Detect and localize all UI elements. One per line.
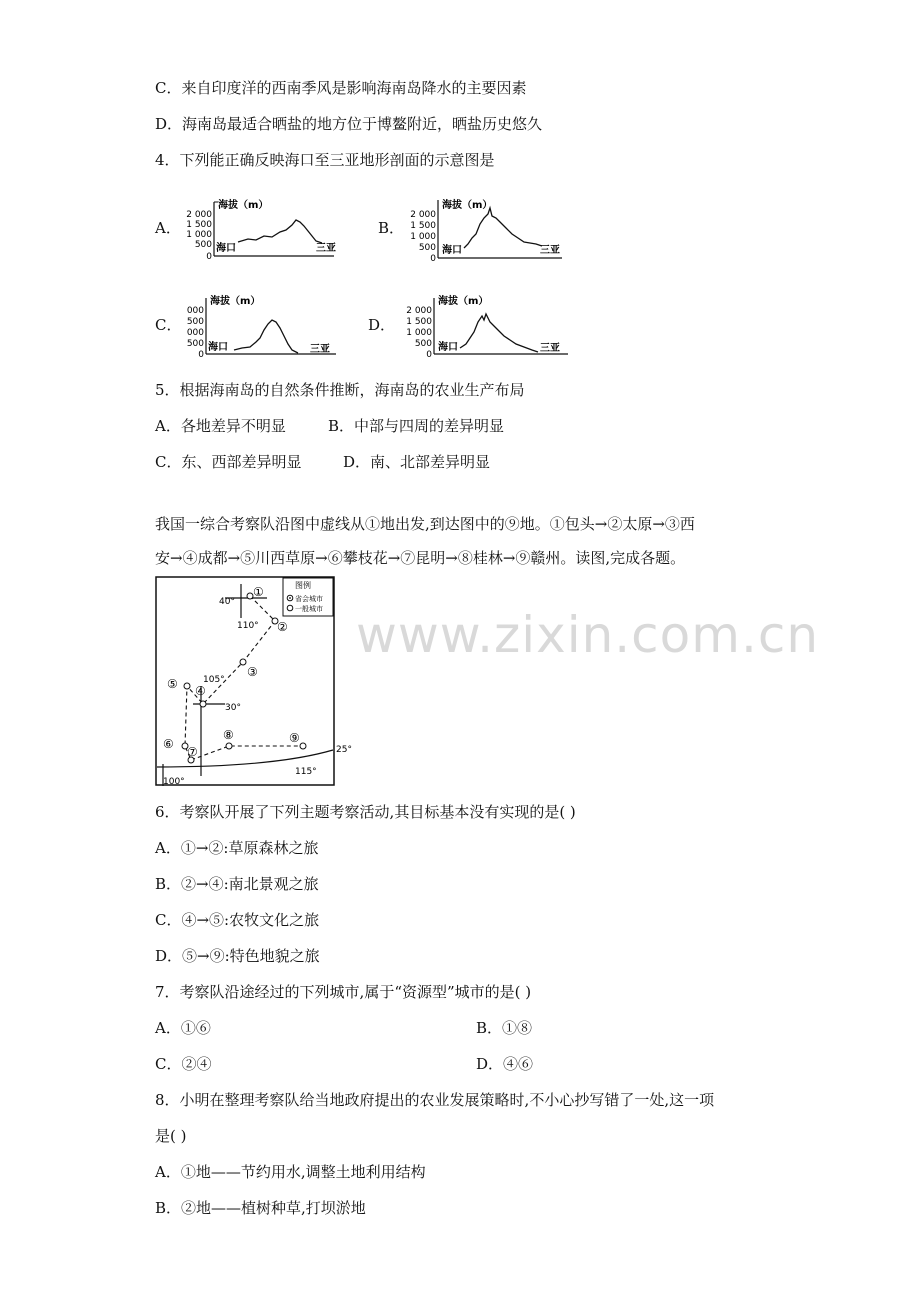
q7-stem: 7．考察队沿途经过的下列城市,属于“资源型”城市的是( ) [155,983,532,1001]
watermark: www.zixin.com.cn [356,606,820,664]
profile-chart-c [176,292,346,360]
q4-label-b: B． [378,219,405,237]
profile-d-end: 三亚 [540,343,560,354]
q4-stem: 4．下列能正确反映海口至三亚地形剖面的示意图是 [155,151,495,169]
profile-d-tick: 1 000 [406,328,432,338]
intro-line-2: 安→④成都→⑤川西草原→⑥攀枝花→⑦昆明→⑧桂林→⑨赣州。读图,完成各题。 [155,549,686,567]
q4-label-a: A． [155,219,181,237]
profile-c-tick: 0 [198,350,204,360]
q7-option-c: C．②④ [155,1055,212,1073]
profile-c-ylabel: 海拔（m） [210,296,261,307]
point-label-6: ⑥ [163,737,174,751]
profile-b-end: 三亚 [540,245,560,256]
lat-30-label: 30° [225,703,241,713]
q4-label-d: D． [368,316,396,334]
q8-stem-line-1: 8．小明在整理考察队给当地政府提出的农业发展策略时,不小心抄写错了一处,这一项 [155,1091,715,1109]
q5-option-c: C．东、西部差异明显 [155,453,302,471]
q5-option-a: A．各地差异不明显 [155,417,286,435]
q6-option-b: B．②→④:南北景观之旅 [155,875,319,893]
legend-title: 图例 [295,581,311,590]
profile-c-start: 海口 [208,342,228,353]
profile-b-tick: 500 [418,243,436,253]
profile-b-tick: 0 [430,254,436,264]
city-9-marker [300,743,306,749]
point-label-8: ⑧ [223,728,234,742]
profile-chart-b [402,194,572,266]
profile-a-tick: 1 500 [186,220,212,230]
legend-general: 一般城市 [295,605,323,613]
point-label-1: ① [253,585,264,599]
profile-chart-a [182,194,342,264]
intro-line-1: 我国一综合考察队沿图中虚线从①地出发,到达图中的⑨地。①包头→②太原→③西 [155,515,695,533]
profile-c-tick: 000 [186,328,204,338]
lon-105-label: 105° [203,675,225,685]
city-8-marker [226,743,232,749]
profile-b-line [464,208,542,248]
profile-a-tick: 0 [206,252,212,262]
profile-a-line [238,220,322,243]
point-label-3: ③ [247,665,258,679]
profile-d-ylabel: 海拔（m） [438,296,489,307]
profile-c-end: 三亚 [310,344,330,355]
q6-option-c: C．④→⑤:农牧文化之旅 [155,911,320,929]
profile-a-end: 三亚 [316,243,336,254]
profile-a-tick: 2 000 [186,210,212,220]
legend-provincial: 省会城市 [295,595,323,603]
q6-stem: 6．考察队开展了下列主题考察活动,其目标基本没有实现的是( ) [155,803,576,821]
q5-option-d: D．南、北部差异明显 [343,453,491,471]
q3-option-c: C．来自印度洋的西南季风是影响海南岛降水的主要因素 [155,79,527,97]
profile-b-ylabel: 海拔（m） [442,200,493,211]
profile-b-tick: 1 500 [410,221,436,231]
lat-40-label: 40° [219,597,235,607]
profile-a-tick: 500 [194,240,212,250]
profile-chart-d [396,292,576,360]
profile-c-tick: 000 [186,306,204,316]
point-label-4: ④ [195,684,206,698]
lon-115-label: 115° [295,767,317,777]
profile-a-start: 海口 [216,243,236,254]
profile-d-tick: 2 000 [406,306,432,316]
profile-c-line [234,320,298,353]
profile-a-ylabel: 海拔（m） [218,200,269,211]
q6-option-a: A．①→②:草原森林之旅 [155,839,319,857]
profile-c-tick: 500 [186,317,204,327]
profile-d-line [460,314,538,352]
q7-option-b: B．①⑧ [476,1019,533,1037]
lon-110-label: 110° [237,621,259,631]
point-label-7: ⑦ [187,745,198,759]
city-3-marker [240,659,246,665]
point-label-9: ⑨ [289,731,300,745]
profile-c-tick: 500 [186,339,204,349]
q7-option-a: A．①⑥ [155,1019,211,1037]
q8-option-a: A．①地——节约用水,调整土地利用结构 [155,1163,426,1181]
profile-b-start: 海口 [442,245,462,256]
profile-b-tick: 1 000 [410,232,436,242]
city-5-marker [184,683,190,689]
q6-option-d: D．⑤→⑨:特色地貌之旅 [155,947,320,965]
profile-d-tick: 1 500 [406,317,432,327]
lon-100-label: 100° [163,777,185,787]
q8-stem-line-2: 是( ) [155,1127,187,1145]
q5-option-b: B．中部与四周的差异明显 [328,417,505,435]
point-label-5: ⑤ [167,677,178,691]
q3-option-d: D．海南岛最适合晒盐的地方位于博鳌附近，晒盐历史悠久 [155,115,543,133]
city-4-marker [200,701,206,707]
lat-25-label: 25° [336,745,352,755]
q5-stem: 5．根据海南岛的自然条件推断，海南岛的农业生产布局 [155,381,525,399]
q7-option-d: D．④⑥ [476,1055,534,1073]
point-label-2: ② [277,620,288,634]
q4-label-c: C． [155,316,182,334]
q8-option-b: B．②地——植树种草,打坝淤地 [155,1199,366,1217]
profile-d-start: 海口 [438,342,458,353]
profile-d-tick: 500 [414,339,432,349]
route-map [155,576,352,788]
profile-a-tick: 1 000 [186,230,212,240]
profile-b-tick: 2 000 [410,210,436,220]
profile-d-tick: 0 [426,350,432,360]
